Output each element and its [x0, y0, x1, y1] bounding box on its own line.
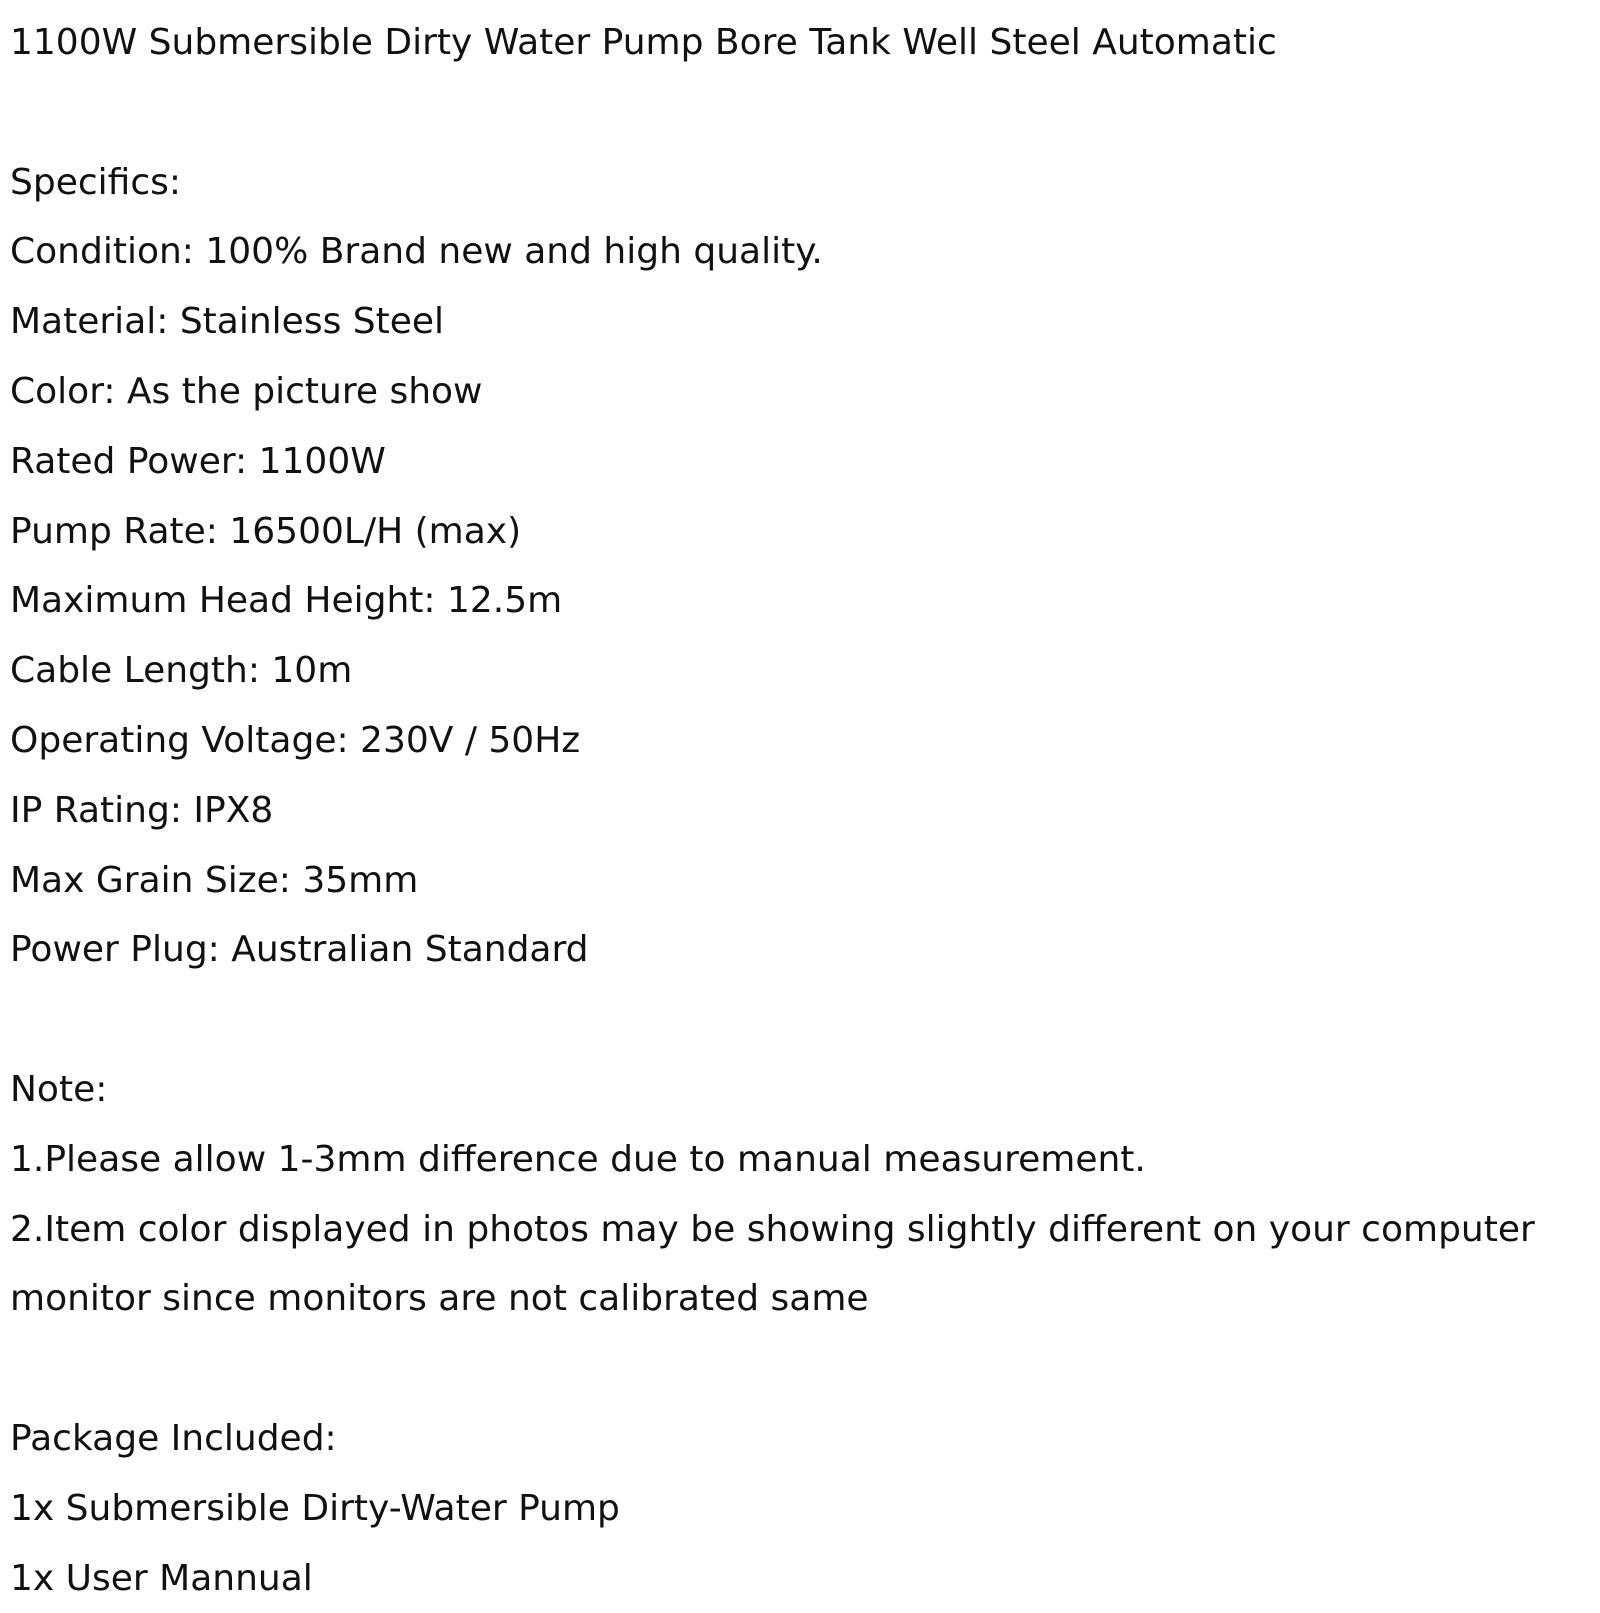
note-heading: Note:: [10, 1068, 108, 1110]
specifics-heading: Specifics:: [10, 161, 181, 203]
spec-ip-rating: IP Rating: IPX8: [10, 789, 274, 831]
spec-voltage: Operating Voltage: 230V / 50Hz: [10, 719, 581, 761]
spec-power-plug: Power Plug: Australian Standard: [10, 929, 589, 971]
spec-color: Color: As the picture show: [10, 370, 483, 412]
note-item-2: 2.Item color displayed in photos may be showing slightly different on your computer monitor since monitors are not calibrated same: [10, 1208, 1535, 1320]
product-description: [10, 8, 1580, 1613]
spacer: [10, 78, 1580, 148]
spec-head-height: Maximum Head Height: 12.5m: [10, 580, 563, 622]
spacer: [10, 985, 1580, 1055]
product-title: 1100W Submersible Dirty Water Pump Bore Tank Well Steel Automatic: [10, 22, 1277, 63]
package-item-manual: 1x User Mannual: [10, 1557, 313, 1599]
spec-rated-power: Rated Power: 1100W: [10, 440, 386, 482]
package-heading: Package Included:: [10, 1417, 337, 1459]
spec-grain-size: Max Grain Size: 35mm: [10, 859, 419, 901]
package-item-pump: 1x Submersible Dirty-Water Pump: [10, 1487, 620, 1529]
spec-condition: Condition: 100% Brand new and high quality.: [10, 231, 823, 273]
spec-pump-rate: Pump Rate: 16500L/H (max): [10, 510, 522, 552]
note-item-1: 1.Please allow 1-3mm difference due to manual measurement.: [10, 1138, 1146, 1180]
spec-cable-length: Cable Length: 10m: [10, 650, 353, 692]
spacer: [10, 1334, 1580, 1404]
spec-material: Material: Stainless Steel: [10, 301, 445, 343]
